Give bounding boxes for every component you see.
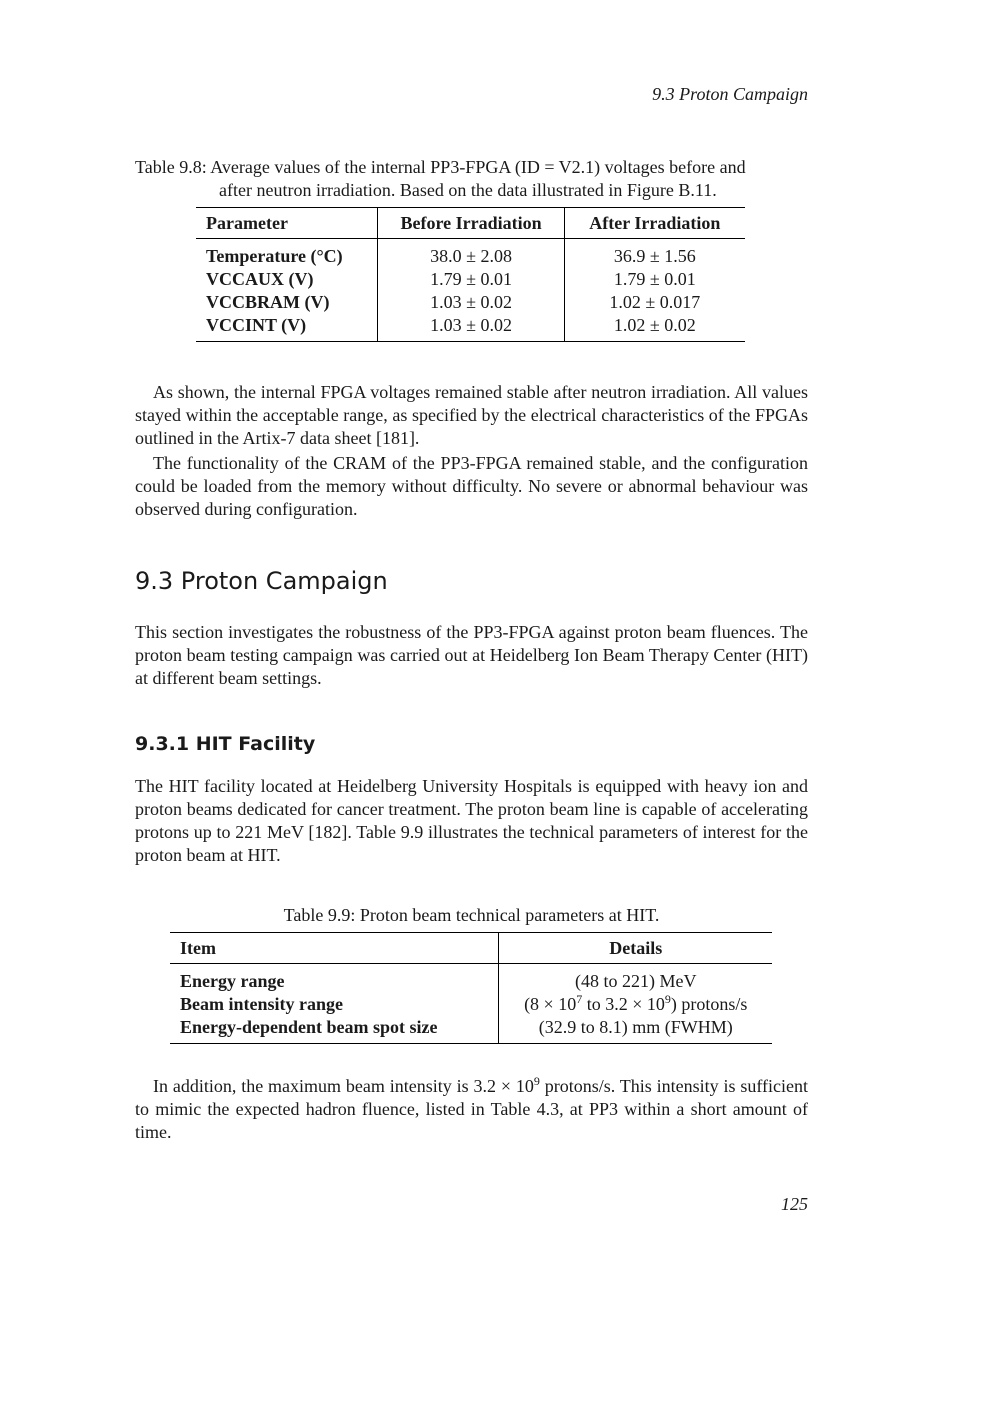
paragraph: The functionality of the CRAM of the PP3-FPGA remained stable, and the configuration could be loaded from the memory without difficulty. No severe or abnormal behaviour was observed during configuration. — [135, 453, 808, 519]
table-9-8 — [196, 207, 745, 342]
paragraph — [135, 1075, 808, 1144]
cell-parameter: Temperature (°C) — [206, 246, 343, 266]
paragraph: This section investigates the robustness of the PP3-FPGA against proton beam fluences. The proton beam testing campaign was carried out at Heidelberg Ion Beam Therapy Center (HIT) at different beam settings. — [135, 622, 808, 688]
paragraph-text: protons/s. This intensity is sufficient to mimic the expected hadron fluence, listed in Table 4.3, at PP3 within a short amount of time. — [135, 1076, 808, 1142]
exponent: 9 — [533, 1074, 540, 1088]
subsection-heading: 9.3.1 HIT Facility — [135, 733, 316, 755]
table-row — [170, 964, 772, 994]
page-number: 125 — [781, 1194, 808, 1214]
exponent: 7 — [576, 992, 583, 1006]
paragraph: The HIT facility located at Heidelberg University Hospitals is equipped with heavy ion and proton beams dedicated for cancer treatment. The proton beam line is capable of accelerating protons up to 221 MeV [182]. Table 9.9 illustrates the technical parameters of interest for the proton beam at HIT. — [135, 776, 808, 865]
cell-parameter: VCCAUX (V) — [206, 269, 314, 289]
header-after: After Irradiation — [564, 208, 745, 239]
table-row — [170, 993, 772, 1016]
cell-item: Beam intensity range — [180, 994, 343, 1014]
table-9-9 — [170, 932, 772, 1044]
cell-after: 1.79 ± 0.01 — [564, 268, 745, 291]
cell-after: 1.02 ± 0.02 — [564, 314, 745, 342]
details-part: (8 × 10 — [524, 994, 577, 1014]
cell-details — [499, 993, 772, 1016]
table-9-8-caption — [135, 156, 810, 202]
cell-before: 1.79 ± 0.01 — [378, 268, 564, 291]
cell-after: 1.02 ± 0.017 — [564, 291, 745, 314]
header-parameter: Parameter — [196, 208, 378, 239]
table-9-9-caption: Table 9.9: Proton beam technical parameters at HIT. — [283, 905, 660, 925]
running-header: 9.3 Proton Campaign — [652, 84, 808, 104]
table-row — [196, 239, 745, 269]
cell-details: (32.9 to 8.1) mm (FWHM) — [499, 1016, 772, 1044]
cell-before: 1.03 ± 0.02 — [378, 314, 564, 342]
paragraph-text: In addition, the maximum beam intensity is 3.2 × 10 — [153, 1076, 534, 1096]
cell-before: 1.03 ± 0.02 — [378, 291, 564, 314]
cell-details: (48 to 221) MeV — [499, 964, 772, 994]
section-heading: 9.3 Proton Campaign — [135, 567, 388, 595]
header-before: Before Irradiation — [378, 208, 564, 239]
caption-line: Table 9.8: Average values of the internal PP3-FPGA (ID = V2.1) voltages before and — [135, 157, 746, 177]
details-part: to 3.2 × 10 — [582, 994, 665, 1014]
caption-line: after neutron irradiation. Based on the data illustrated in Figure B.11. — [219, 180, 717, 200]
header-item: Item — [170, 933, 499, 964]
paragraph: As shown, the internal FPGA voltages remained stable after neutron irradiation. All values stayed within the acceptable range, as specified by the electrical characteristics of the FPGAs outlined in the Artix-7 data sheet [181]. — [135, 382, 808, 448]
cell-parameter: VCCINT (V) — [206, 315, 307, 335]
table-row — [196, 268, 745, 291]
details-part: ) protons/s — [670, 994, 748, 1014]
cell-item: Energy-dependent beam spot size — [180, 1017, 438, 1037]
cell-before: 38.0 ± 2.08 — [378, 239, 564, 269]
table-row — [196, 291, 745, 314]
header-details: Details — [499, 933, 772, 964]
cell-parameter: VCCBRAM (V) — [206, 292, 330, 312]
table-header-row — [170, 933, 772, 964]
table-row — [196, 314, 745, 342]
cell-item: Energy range — [180, 971, 285, 991]
exponent: 9 — [664, 992, 671, 1006]
cell-after: 36.9 ± 1.56 — [564, 239, 745, 269]
table-header-row — [196, 208, 745, 239]
table-row — [170, 1016, 772, 1044]
